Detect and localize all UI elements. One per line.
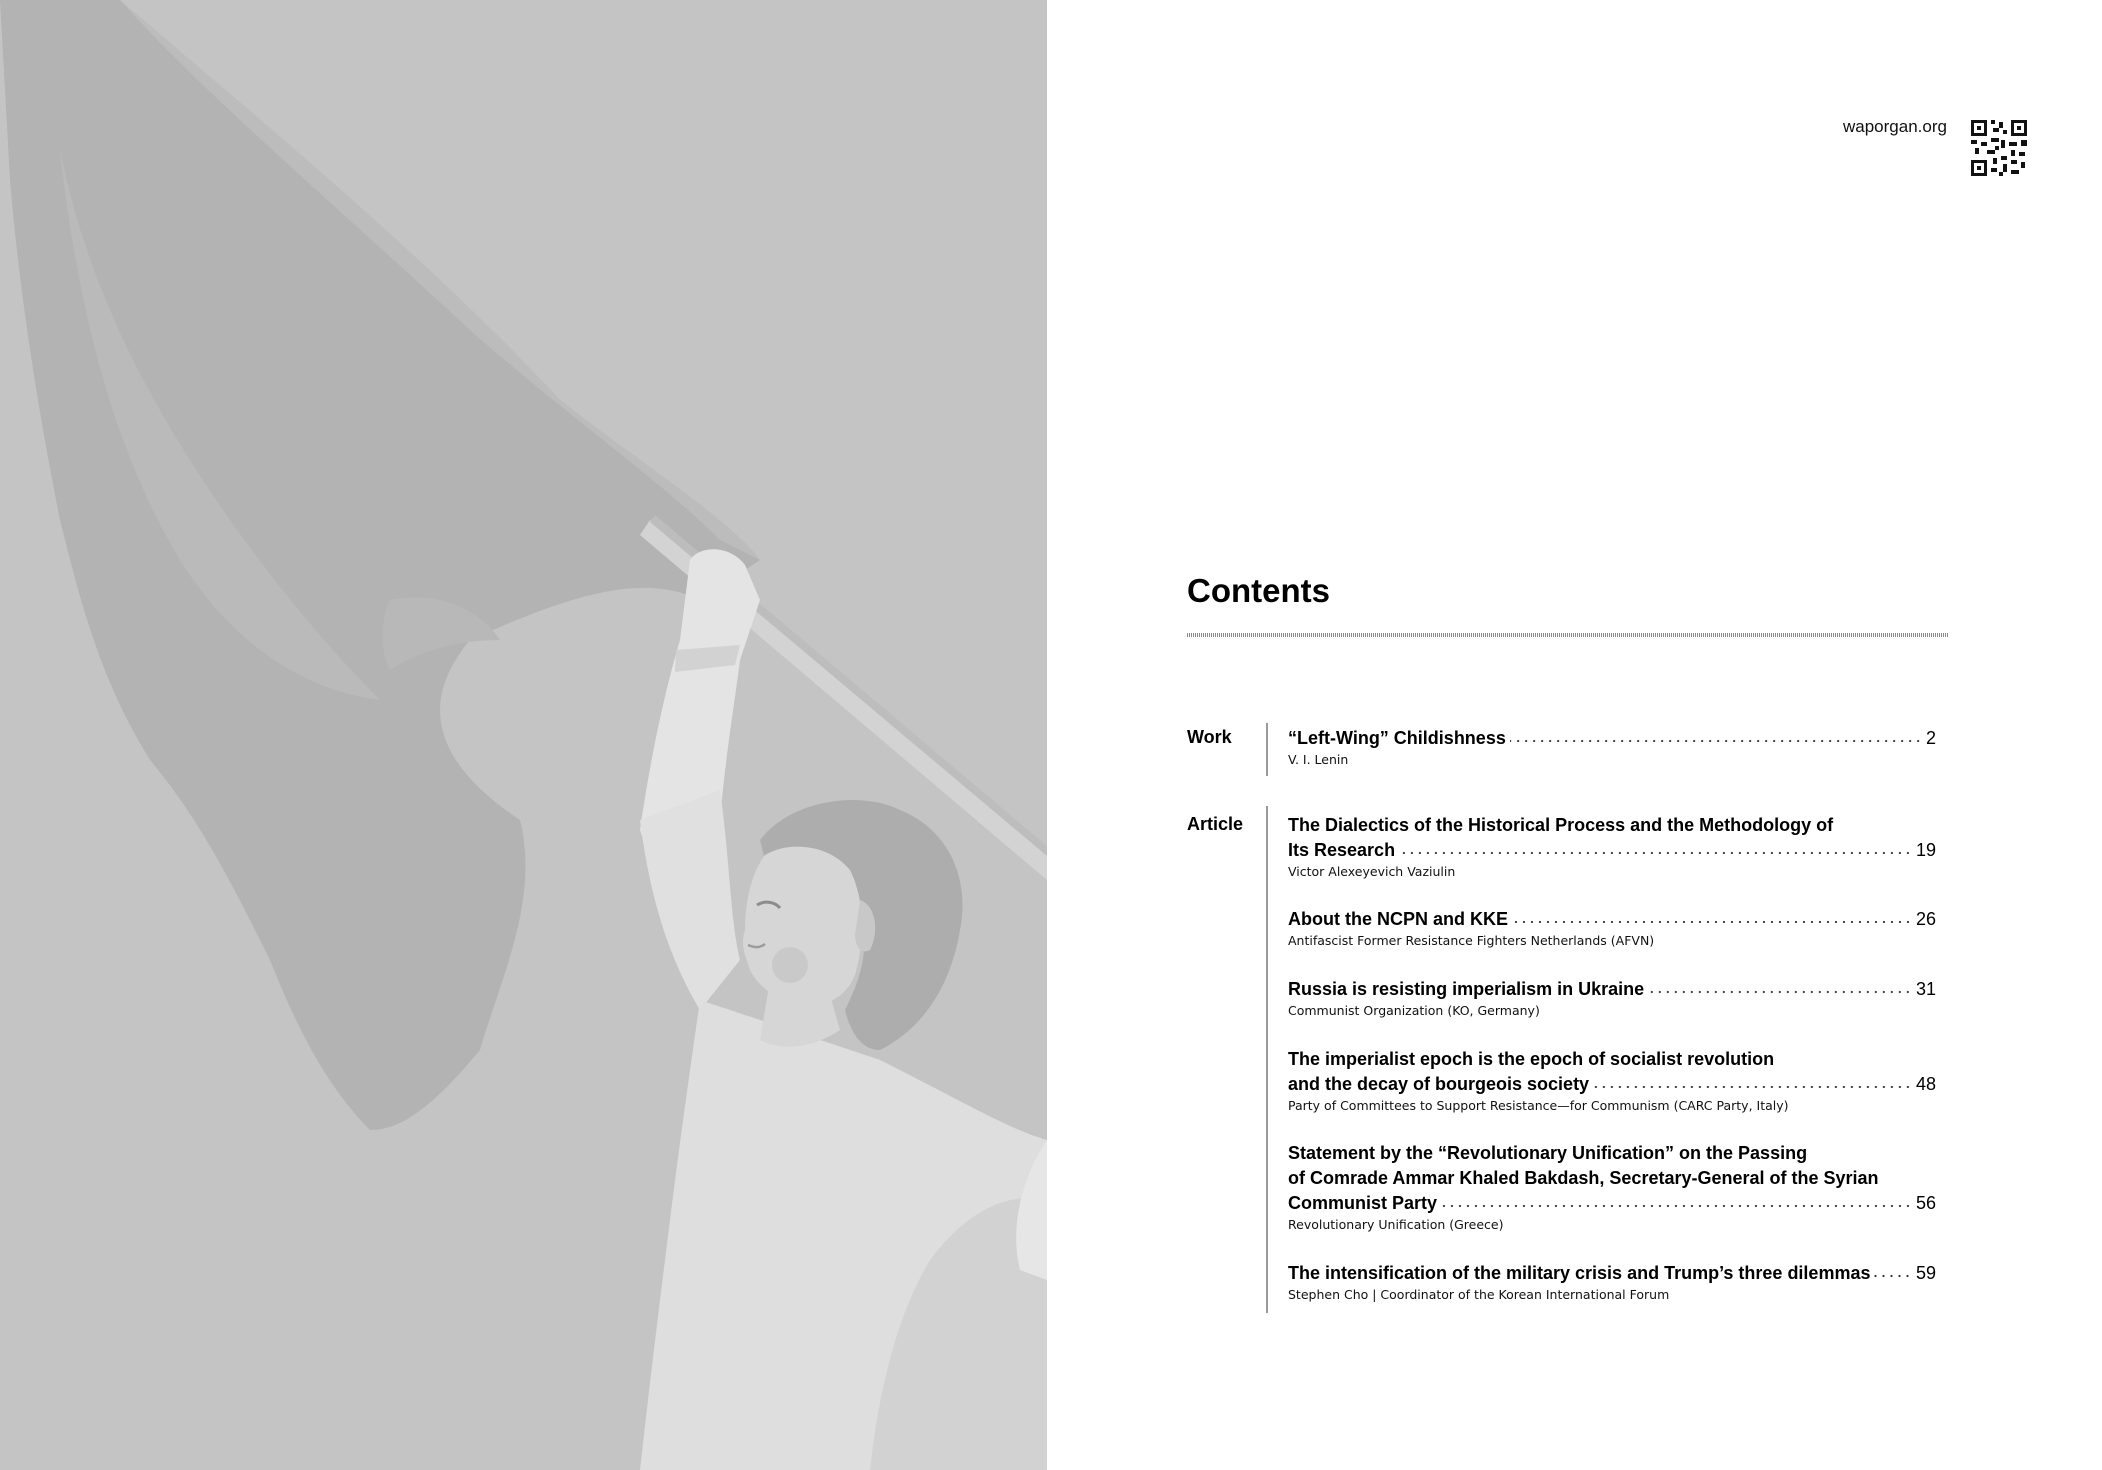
entry-author: Communist Organization (KO, Germany) — [1288, 1003, 1540, 1018]
toc-entry[interactable] — [1288, 907, 1936, 948]
entry-author: V. I. Lenin — [1288, 752, 1349, 767]
entry-title: Communist Party — [1288, 1193, 1438, 1213]
dot-leader — [1399, 851, 1912, 855]
entry-title-line — [1288, 1261, 1936, 1286]
qr-code-icon — [1971, 120, 2027, 176]
entry-author: Antifascist Former Resistance Fighters Netherlands (AFVN) — [1288, 933, 1655, 948]
page-number: 26 — [1915, 909, 1936, 929]
entry-title: About the NCPN and KKE — [1288, 909, 1508, 929]
entry-title-line — [1288, 838, 1936, 863]
entry-title: The Dialectics of the Historical Process and the Methodology of — [1288, 815, 1834, 835]
dot-leader — [1512, 920, 1912, 924]
page-number: 2 — [1925, 728, 1936, 748]
section-rule-article — [1266, 806, 1268, 1313]
entry-title-line — [1288, 1166, 1936, 1191]
section-label-article: Article — [1187, 814, 1244, 834]
page-number: 56 — [1915, 1193, 1936, 1213]
toc-entry[interactable] — [1288, 977, 1936, 1018]
dot-leader — [1648, 990, 1912, 994]
toc-entry[interactable] — [1288, 813, 1936, 879]
dot-leader — [1593, 1085, 1912, 1089]
entry-title: The intensification of the military crisis and Trump’s three dilemmas — [1288, 1263, 1871, 1283]
dot-leader — [1441, 1204, 1912, 1208]
entry-author: Party of Committees to Support Resistance—for Communism (CARC Party, Italy) — [1288, 1098, 1789, 1113]
cover-illustration — [0, 0, 1047, 1470]
woman-with-flag-illustration — [0, 0, 1047, 1470]
entry-title: and the decay of bourgeois society — [1288, 1074, 1590, 1094]
entry-title: Statement by the “Revolutionary Unification” on the Passing — [1288, 1143, 1808, 1163]
page-number: 19 — [1915, 840, 1936, 860]
dot-leader — [1874, 1274, 1911, 1278]
title-divider — [1187, 633, 1948, 637]
site-url[interactable]: waporgan.org — [1843, 117, 1947, 136]
page-number: 48 — [1915, 1074, 1936, 1094]
section-rule-work — [1266, 723, 1268, 776]
page-number: 31 — [1915, 979, 1936, 999]
entry-title-line — [1288, 1141, 1936, 1166]
toc-entry[interactable] — [1288, 1047, 1936, 1113]
entry-author: Revolutionary Unification (Greece) — [1288, 1217, 1504, 1232]
entry-author: Stephen Cho | Coordinator of the Korean International Forum — [1288, 1287, 1670, 1302]
section-label-work: Work — [1187, 727, 1232, 747]
entry-title-line — [1288, 813, 1936, 838]
entry-title-line — [1288, 907, 1936, 932]
entry-title: “Left-Wing” Childishness — [1288, 728, 1506, 748]
entry-title-line — [1288, 977, 1936, 1002]
toc-entry[interactable] — [1288, 1261, 1936, 1302]
dot-leader — [1510, 739, 1922, 743]
toc-entry[interactable] — [1288, 1141, 1936, 1232]
entry-title: The imperialist epoch is the epoch of socialist revolution — [1288, 1049, 1775, 1069]
entry-title-line — [1288, 1072, 1936, 1097]
entry-title-line — [1288, 1191, 1936, 1216]
page-number: 59 — [1915, 1263, 1936, 1283]
entry-title: Its Research — [1288, 840, 1396, 860]
entry-title-line — [1288, 726, 1936, 751]
toc-entry[interactable] — [1288, 726, 1936, 767]
entry-title: of Comrade Ammar Khaled Bakdash, Secretary-General of the Syrian — [1288, 1168, 1879, 1188]
page-title: Contents — [1187, 572, 1330, 609]
entry-title: Russia is resisting imperialism in Ukraine — [1288, 979, 1645, 999]
entry-title-line — [1288, 1047, 1936, 1072]
entry-author: Victor Alexeyevich Vaziulin — [1288, 864, 1456, 879]
